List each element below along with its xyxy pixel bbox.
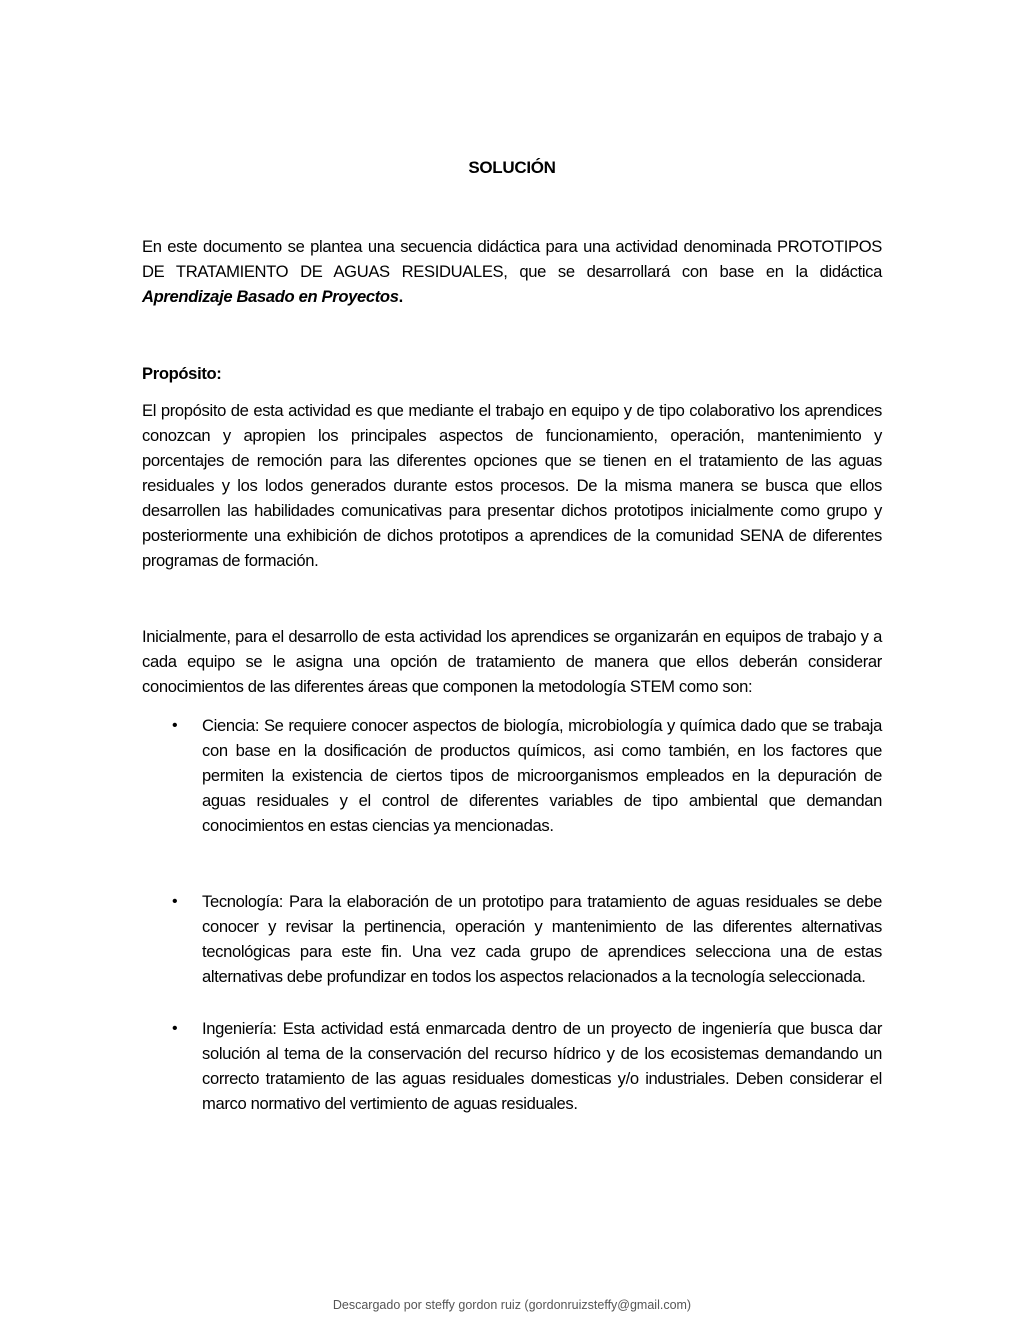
bullet-icon: • — [172, 717, 178, 734]
list-item-text: Tecnología: Para la elaboración de un prototipo para tratamiento de aguas residuales se debe conocer y revisar la pertinencia, operación y mantenimiento de las diferentes alternativas tecnológicas para este fin. Una vez cada grupo de aprendices selecciona una de estas alternativas debe profundizar en todos los aspectos relacionados a la tecnología seleccionada. — [202, 892, 882, 986]
page-title: SOLUCIÓN — [468, 158, 556, 177]
intro-paragraph — [142, 234, 882, 309]
intro-period: . — [398, 287, 403, 306]
list-item-text: Ingeniería: Esta actividad está enmarcada dentro de un proyecto de ingeniería que busca dar solución al tema de la conservación del recurso hídrico y de los ecosistemas demandando un correcto tratamiento de las aguas residuales domesticas y/o industriales. Deben considerar el marco normativo del vertimiento de aguas residuales. — [202, 1019, 882, 1113]
list-item-ciencia — [172, 713, 882, 838]
list-item-tecnologia — [172, 889, 882, 989]
bullet-icon: • — [172, 1020, 178, 1037]
list-item-text: Ciencia: Se requiere conocer aspectos de biología, microbiología y química dado que se trabaja con base en la dosificación de productos químicos, asi como también, en los factores que permiten la existencia de ciertos tipos de microorganismos empleados en la depuración de aguas residuales y el control de diferentes variables de tipo ambiental que demandan conocimientos en estas ciencias ya mencionadas. — [202, 716, 882, 835]
intro-emphasis: Aprendizaje Basado en Proyectos — [142, 287, 399, 306]
download-footer: Descargado por steffy gordon ruiz (gordonruizsteffy@gmail.com) — [332, 1298, 692, 1312]
initial-paragraph: Inicialmente, para el desarrollo de esta actividad los aprendices se organizarán en equipos de trabajo y a cada equipo se le asigna una opción de tratamiento de manera que ellos deberán considerar conocimientos de las diferentes áreas que componen la metodología STEM como son: — [142, 627, 882, 696]
purpose-paragraph: El propósito de esta actividad es que mediante el trabajo en equipo y de tipo colaborativo los aprendices conozcan y apropien los principales aspectos de funcionamiento, operación, mantenimiento y porcentajes de remoción para las diferentes opciones que se tienen en el tratamiento de las aguas residuales y los lodos generados durante estos procesos. De la misma manera se busca que ellos desarrollen las habilidades comunicativas para presentar dichos prototipos inicialmente como grupo y posteriormente una exhibición de dichos prototipos a aprendices de la comunidad SENA de diferentes programas de formación. — [142, 401, 882, 570]
list-item-ingenieria — [172, 1016, 882, 1116]
intro-text: En este documento se plantea una secuencia didáctica para una actividad denominada PROTOTIPOS DE TRATAMIENTO DE AGUAS RESIDUALES, que se desarrollará con base en la didáctica — [142, 237, 882, 281]
bullet-icon: • — [172, 893, 178, 910]
purpose-heading: Propósito: — [142, 364, 222, 383]
